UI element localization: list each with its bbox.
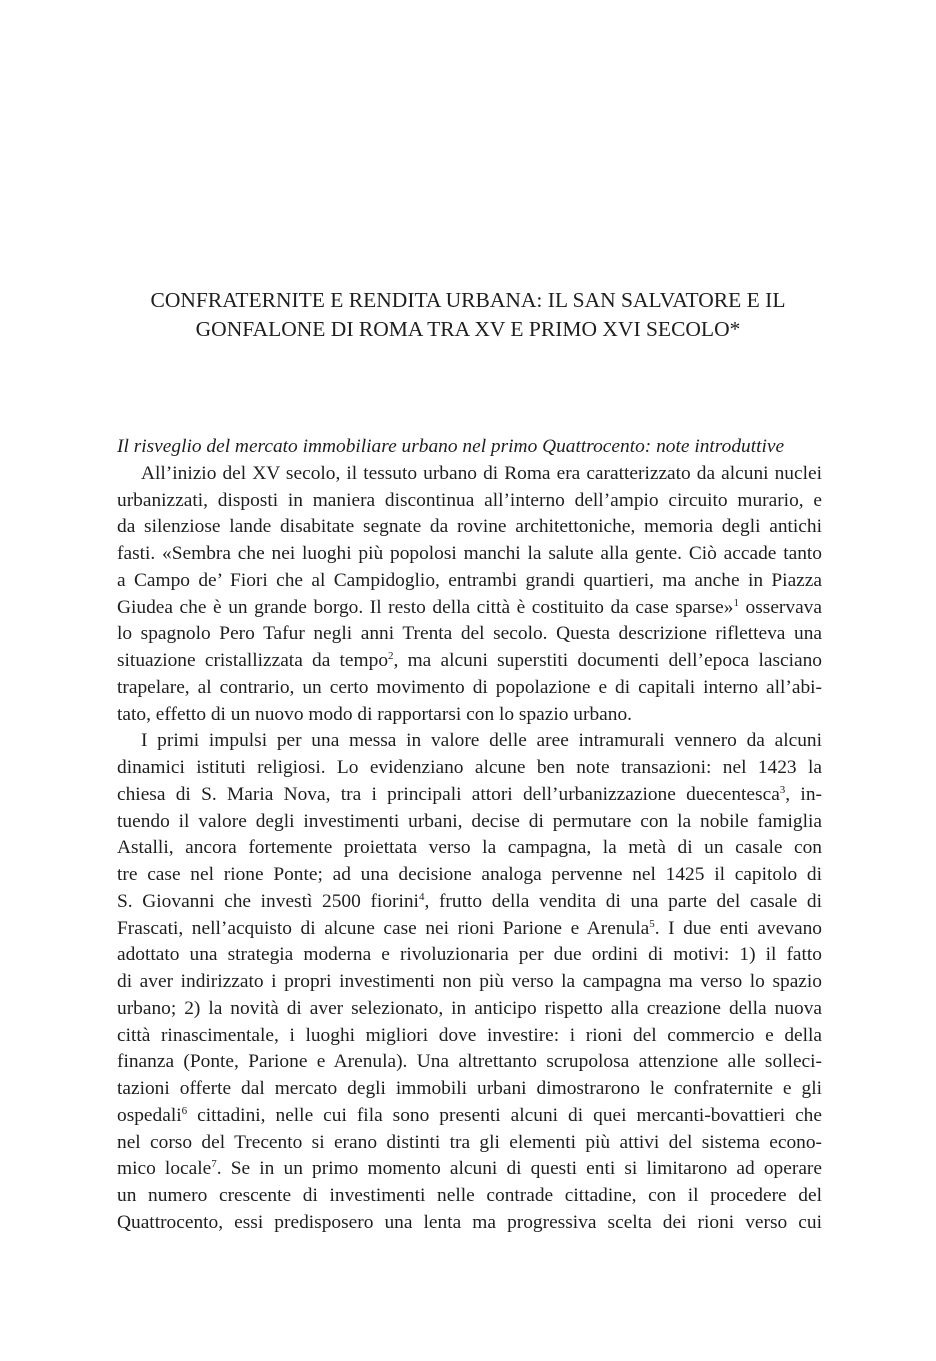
text-line: di aver indirizzato i propri investimenti non più verso la campagna ma verso lo spazio <box>117 971 822 992</box>
body-text <box>117 434 822 1237</box>
text-line: Frascati, nell’acquisto di alcune case nei rioni Parione e Arenula$^5$. I due enti avevano <box>117 917 822 939</box>
text-line: ospedali$^6$ cittadini, nelle cui fila sono presenti alcuni di quei mercanti-bovattieri che <box>117 1104 822 1126</box>
text-line: mico locale$^7$. Se in un primo momento alcuni di questi enti si limitarono ad operare <box>117 1158 822 1180</box>
footnote-ref[interactable]: 7 <box>211 1158 217 1171</box>
text-line: fasti. «Sembra che nei luoghi più popolosi manchi la salute alla gente. Ciò accade tanto <box>117 543 822 564</box>
footnote-ref[interactable]: 6 <box>181 1104 188 1117</box>
article-title <box>100 286 836 344</box>
text-line: tuendo il valore degli investimenti urbani, decise di permutare con la nobile famiglia <box>117 810 822 832</box>
text-line: dinamici istituti religiosi. Lo evidenziano alcune ben note transazioni: nel 1423 la <box>117 757 822 778</box>
text-line: tazioni offerte dal mercato degli immobili urbani dimostrarono le confraternite e gli <box>117 1078 822 1099</box>
text-line: trapelare, al contrario, un certo movimento di popolazione e di capitali interno all’abi- <box>117 676 822 698</box>
paragraph-1 <box>117 461 822 729</box>
section-heading: Il risveglio del mercato immobiliare urbano nel primo Quattrocento: note introduttive <box>117 436 785 457</box>
footnote-ref[interactable]: 1 <box>733 596 739 609</box>
title-line-2: GONFALONE DI ROMA TRA XV E PRIMO XVI SECOLO* <box>195 317 741 341</box>
text-line: lo spagnolo Pero Tafur negli anni Trenta del secolo. Questa descrizione rifletteva una <box>117 623 822 645</box>
text-line: tato, effetto di un nuovo modo di rapportarsi con lo spazio urbano. <box>117 703 632 725</box>
text-line: finanza (Ponte, Parione e Arenula). Una altrettanto scrupolosa attenzione alle solleci- <box>117 1051 822 1073</box>
text-line: urbano; 2) la novità di aver selezionato, in anticipo rispetto alla creazione della nuova <box>117 997 822 1019</box>
text-line: nel corso del Trecento si erano distinti tra gli elementi più attivi del sistema econo- <box>117 1131 822 1153</box>
text-line: Quattrocento, essi predisposero una lenta ma progressiva scelta dei rioni verso cui <box>117 1211 822 1233</box>
text-line: I primi impulsi per una messa in valore delle aree intramurali vennero da alcuni <box>141 730 822 752</box>
text-line: città rinascimentale, i luoghi migliori dove investire: i rioni del commercio e della <box>117 1024 822 1046</box>
text-line: adottato una strategia moderna e rivoluzionaria per due ordini di motivi: 1) il fatto <box>117 944 822 966</box>
footnote-ref[interactable]: 2 <box>388 650 394 662</box>
footnote-ref[interactable]: 3 <box>779 783 786 796</box>
text-line: situazione cristallizzata da tempo$^2$, ma alcuni superstiti documenti dell’epoca lasciano <box>117 650 822 671</box>
text-line: chiesa di S. Maria Nova, tra i principali attori dell’urbanizzazione duecentesca$^3$, in- <box>117 783 822 805</box>
text-line: Giudea che è un grande borgo. Il resto della città è costituito da case sparse»$^1$ osservava <box>117 596 822 618</box>
text-line: S. Giovanni che investì 2500 fiorini$^4$, frutto della vendita di una parte del casale di <box>117 890 823 912</box>
paragraph-2 <box>117 728 822 1236</box>
title-line-1: CONFRATERNITE E RENDITA URBANA: IL SAN SALVATORE E IL <box>150 288 786 312</box>
footnote-ref[interactable]: 5 <box>649 917 655 930</box>
text-line: Astalli, ancora fortemente proiettata verso la campagna, la metà di un casale con <box>117 837 822 859</box>
text-line: da silenziose lande disabitate segnate da rovine architettoniche, memoria degli antichi <box>117 516 822 538</box>
text-line: a Campo de’ Fiori che al Campidoglio, entrambi grandi quartieri, ma anche in Piazza <box>117 569 822 591</box>
text-line: un numero crescente di investimenti nelle contrade cittadine, con il procedere del <box>117 1185 822 1206</box>
footnote-ref[interactable]: 4 <box>418 890 425 903</box>
text-line: tre case nel rione Ponte; ad una decisione analoga pervenne nel 1425 il capitolo di <box>117 864 822 885</box>
text-line: urbanizzati, disposti in maniera discontinua all’interno dell’ampio circuito murario, e <box>117 489 822 511</box>
text-line: All’inizio del XV secolo, il tessuto urbano di Roma era caratterizzato da alcuni nuclei <box>141 462 822 484</box>
